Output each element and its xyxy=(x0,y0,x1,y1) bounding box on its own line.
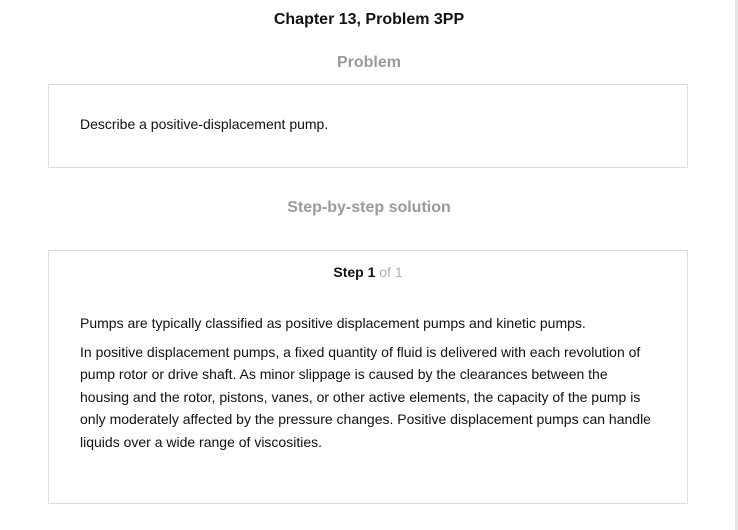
problem-card xyxy=(48,84,688,168)
step-header xyxy=(49,264,687,280)
problem-text: Describe a positive-displacement pump. xyxy=(80,116,329,132)
solution-heading: Step-by-step solution xyxy=(287,199,451,216)
step-label: Step 1 xyxy=(333,264,376,280)
chapter-title: Chapter 13, Problem 3PP xyxy=(273,11,465,28)
problem-heading: Problem xyxy=(336,54,401,71)
solution-body xyxy=(80,312,660,460)
solution-card xyxy=(48,250,688,504)
solution-paragraph: Pumps are typically classified as positive displacement pumps and kinetic pumps. xyxy=(80,315,586,331)
step-count: of 1 xyxy=(379,264,403,280)
solution-paragraph: In positive displacement pumps, a fixed quantity of fluid is delivered with each revolution of pump rotor or drive shaft. As minor slippage is caused by the clearances between the housing and the rotor, pistons, vanes, or other active elements, the capacity of the pump is only moderately affected by the pressure changes. Positive displacement pumps can handle liquids over a wide range of viscosities. xyxy=(80,343,651,450)
